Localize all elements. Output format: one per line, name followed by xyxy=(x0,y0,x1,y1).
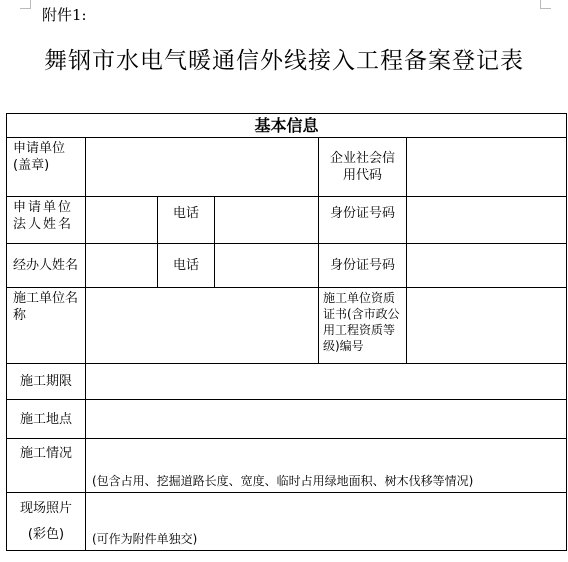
registration-form-table xyxy=(6,113,567,551)
photo-note: (可作为附件单独交) xyxy=(92,532,198,546)
construction-unit-field[interactable] xyxy=(86,288,319,364)
construction-unit-label: 施工单位名称 xyxy=(7,288,86,364)
id-number-label: 身份证号码 xyxy=(319,197,407,244)
situation-label: 施工情况 xyxy=(7,439,86,493)
id-number-label-2: 身份证号码 xyxy=(319,244,407,288)
period-field[interactable] xyxy=(86,364,567,400)
situation-note: (包含占用、挖掘道路长度、宽度、临时占用绿地面积、树木伐移等情况) xyxy=(92,474,474,488)
attachment-label: 附件1: xyxy=(42,6,87,24)
phone-field[interactable] xyxy=(215,197,319,244)
credit-code-field[interactable] xyxy=(407,138,567,197)
legal-rep-label: 申请单位法人姓名 xyxy=(7,197,86,244)
location-label: 施工地点 xyxy=(7,400,86,439)
handler-label: 经办人姓名 xyxy=(7,244,86,288)
section-title: 基本信息 xyxy=(7,114,567,138)
period-label: 施工期限 xyxy=(7,364,86,400)
phone-label-2: 电话 xyxy=(158,244,215,288)
qualification-field[interactable] xyxy=(407,288,567,364)
applicant-unit-field[interactable] xyxy=(86,138,319,197)
id-number-field-2[interactable] xyxy=(407,244,567,288)
location-field[interactable] xyxy=(86,400,567,439)
id-number-field[interactable] xyxy=(407,197,567,244)
photo-field[interactable] xyxy=(86,493,567,551)
credit-code-label: 企业社会信用代码 xyxy=(319,138,407,197)
photo-color-label: (彩色) xyxy=(27,527,65,542)
crop-mark-right xyxy=(540,0,551,9)
phone-field-2[interactable] xyxy=(215,244,319,288)
applicant-unit-label: 申请单位(盖章) xyxy=(7,138,86,197)
situation-field[interactable] xyxy=(86,439,567,493)
page-title: 舞钢市水电气暖通信外线接入工程备案登记表 xyxy=(44,48,524,74)
photo-label: 现场照片 xyxy=(19,501,72,516)
qualification-label: 施工单位资质证书(含市政公用工程资质等级)编号 xyxy=(319,288,407,364)
crop-mark-left xyxy=(20,0,31,9)
legal-rep-field[interactable] xyxy=(86,197,158,244)
handler-field[interactable] xyxy=(86,244,158,288)
phone-label: 电话 xyxy=(158,197,215,244)
photo-label-cell xyxy=(7,493,86,551)
